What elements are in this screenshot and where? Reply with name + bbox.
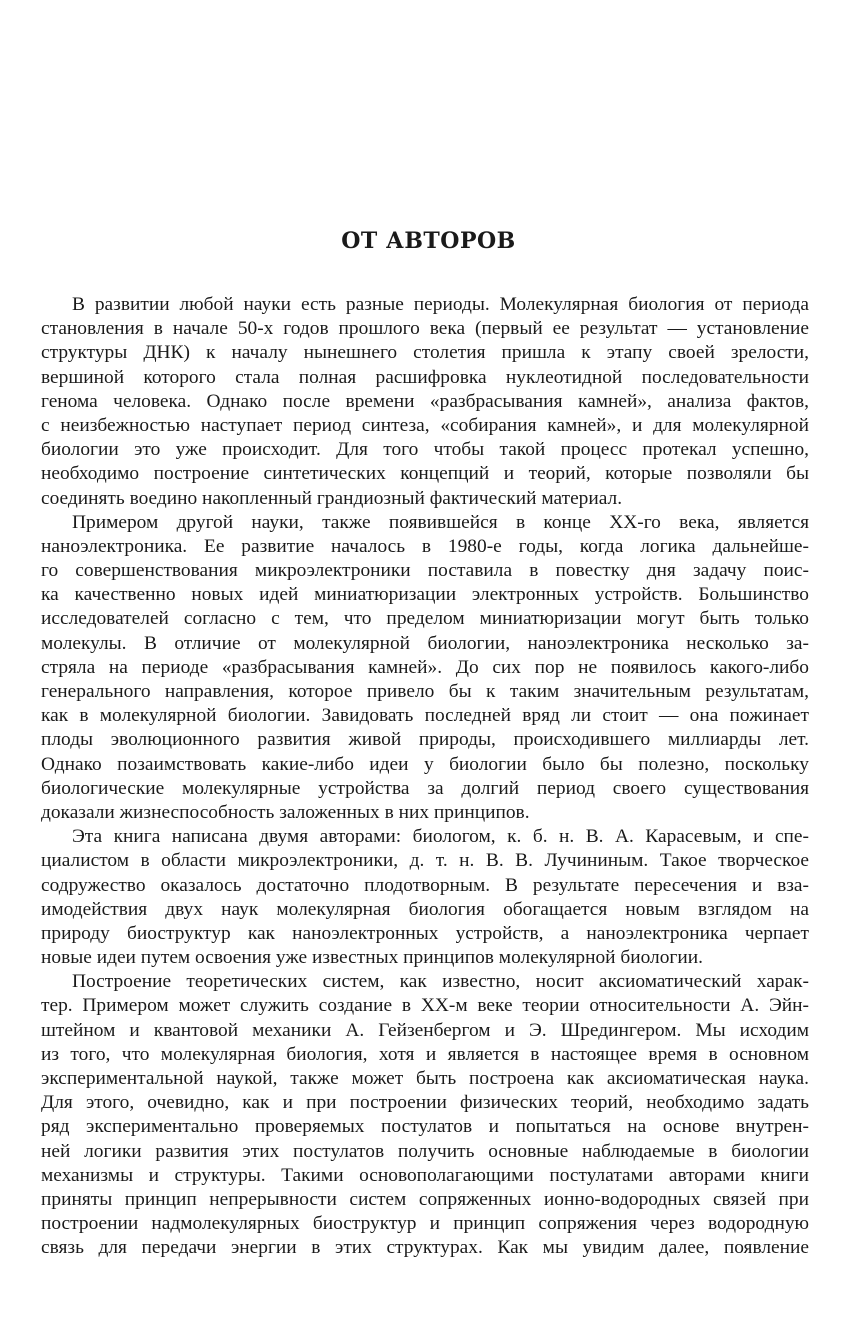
text-line: исследователей согласно с тем, что пределом миниатюризации могут быть только <box>41 608 809 630</box>
text-line: стряла на периоде «разбрасывания камней». До сих пор не появилось какого-либо <box>41 656 809 678</box>
text-line: наноэлектроника. Ее развитие началось в 1980-е годы, когда логика дальнейше- <box>41 535 809 557</box>
text-line: ка качественно новых идей миниатюризации электронных устройств. Большинство <box>41 584 809 606</box>
text-line: построении надмолекулярных биоструктур и принцип сопряжения через водородную <box>41 1213 809 1235</box>
text-line: структуры ДНК) к началу нынешнего столетия пришла к этапу своей зрелости, <box>41 342 809 364</box>
text-line: с неизбежностью наступает период синтеза, «собирания камней», и для молекулярной <box>41 414 809 436</box>
text-line: го совершенствования микроэлектроники поставила в повестку дня задачу поис- <box>41 560 809 582</box>
text-line: биологические молекулярные устройства за долгий период своего существования <box>41 777 809 799</box>
text-line: ней логики развития этих постулатов получить основные наблюдаемые в биологии <box>41 1140 809 1162</box>
text-line: тер. Примером может служить создание в XX-м веке теории относительности А. Эйн- <box>41 995 809 1017</box>
paragraph <box>41 825 809 970</box>
text-line: как в молекулярной биологии. Завидовать последней вряд ли стоит — она пожинает <box>41 705 809 727</box>
text-line: В развитии любой науки есть разные периоды. Молекулярная биология от периода <box>72 294 809 315</box>
text-line: связь для передачи энергии в этих структурах. Как мы увидим далее, появление <box>41 1237 809 1259</box>
text-line: становления в начале 50-х годов прошлого века (первый ее результат — установление <box>41 318 809 340</box>
text-line: циалистом в области микроэлектроники, д. т. н. В. В. Лучининым. Такое творческое <box>41 850 809 872</box>
text-line: механизмы и структуры. Такими основополагающими постулатами авторами книги <box>41 1164 809 1186</box>
paragraph <box>41 511 809 825</box>
paragraph <box>41 293 809 511</box>
text-line: имодействия двух наук молекулярная биология обогащается новым взглядом на <box>41 898 809 920</box>
text-line: штейном и квантовой механики А. Гейзенбергом и Э. Шредингером. Мы исходим <box>41 1019 809 1041</box>
text-line: новые идеи путем освоения уже известных принципов молекулярной биологии. <box>41 947 703 969</box>
text-line: доказали жизнеспособность заложенных в них принципов. <box>41 801 530 823</box>
text-line: необходимо построение синтетических концепций и теорий, которые позволяли бы <box>41 463 809 485</box>
text-line: соединять воедино накопленный грандиозный фактический материал. <box>41 487 623 509</box>
paragraph <box>41 970 809 1260</box>
text-line: ряд экспериментально проверяемых постулатов и попытаться на основе внутрен- <box>41 1116 809 1138</box>
text-line: вершиной которого стала полная расшифровка нуклеотидной последовательности <box>41 366 809 388</box>
page-title: ОТ АВТОРОВ <box>341 228 516 254</box>
text-line: экспериментальной наукой, также может быть построена как аксиоматическая наука. <box>41 1068 809 1089</box>
text-line: содружество оказалось достаточно плодотворным. В результате пересечения и вза- <box>41 874 809 896</box>
text-line: Построение теоретических систем, как известно, носит аксиоматический харак- <box>72 971 809 993</box>
text-line: природу биоструктур как наноэлектронных устройств, а наноэлектроника черпает <box>41 922 809 944</box>
text-line: Однако позаимствовать какие-либо идеи у биологии было бы полезно, поскольку <box>41 753 809 775</box>
text-line: плоды эволюционного развития живой природы, происходившего миллиарды лет. <box>41 729 809 751</box>
text-line: молекулы. В отличие от молекулярной биологии, наноэлектроника несколько за- <box>41 632 809 654</box>
text-line: генерального направления, которое привело бы к таким значительным результатам, <box>41 681 809 702</box>
text-line: биологии это уже происходит. Для того чтобы такой процесс протекал успешно, <box>41 439 809 461</box>
text-line: Эта книга написана двумя авторами: биологом, к. б. н. В. А. Карасевым, и спе- <box>72 826 809 848</box>
text-line: Примером другой науки, также появившейся в конце XX-го века, является <box>72 511 809 533</box>
text-line: Для этого, очевидно, как и при построении физических теорий, необходимо задать <box>41 1092 809 1114</box>
text-line: приняты принцип непрерывности систем сопряженных ионно-водородных связей при <box>41 1188 809 1210</box>
text-line: генома человека. Однако после времени «разбрасывания камней», анализа фактов, <box>41 390 809 412</box>
body-text <box>41 293 809 1261</box>
text-line: из того, что молекулярная биология, хотя и является в настоящее время в основном <box>41 1043 809 1065</box>
